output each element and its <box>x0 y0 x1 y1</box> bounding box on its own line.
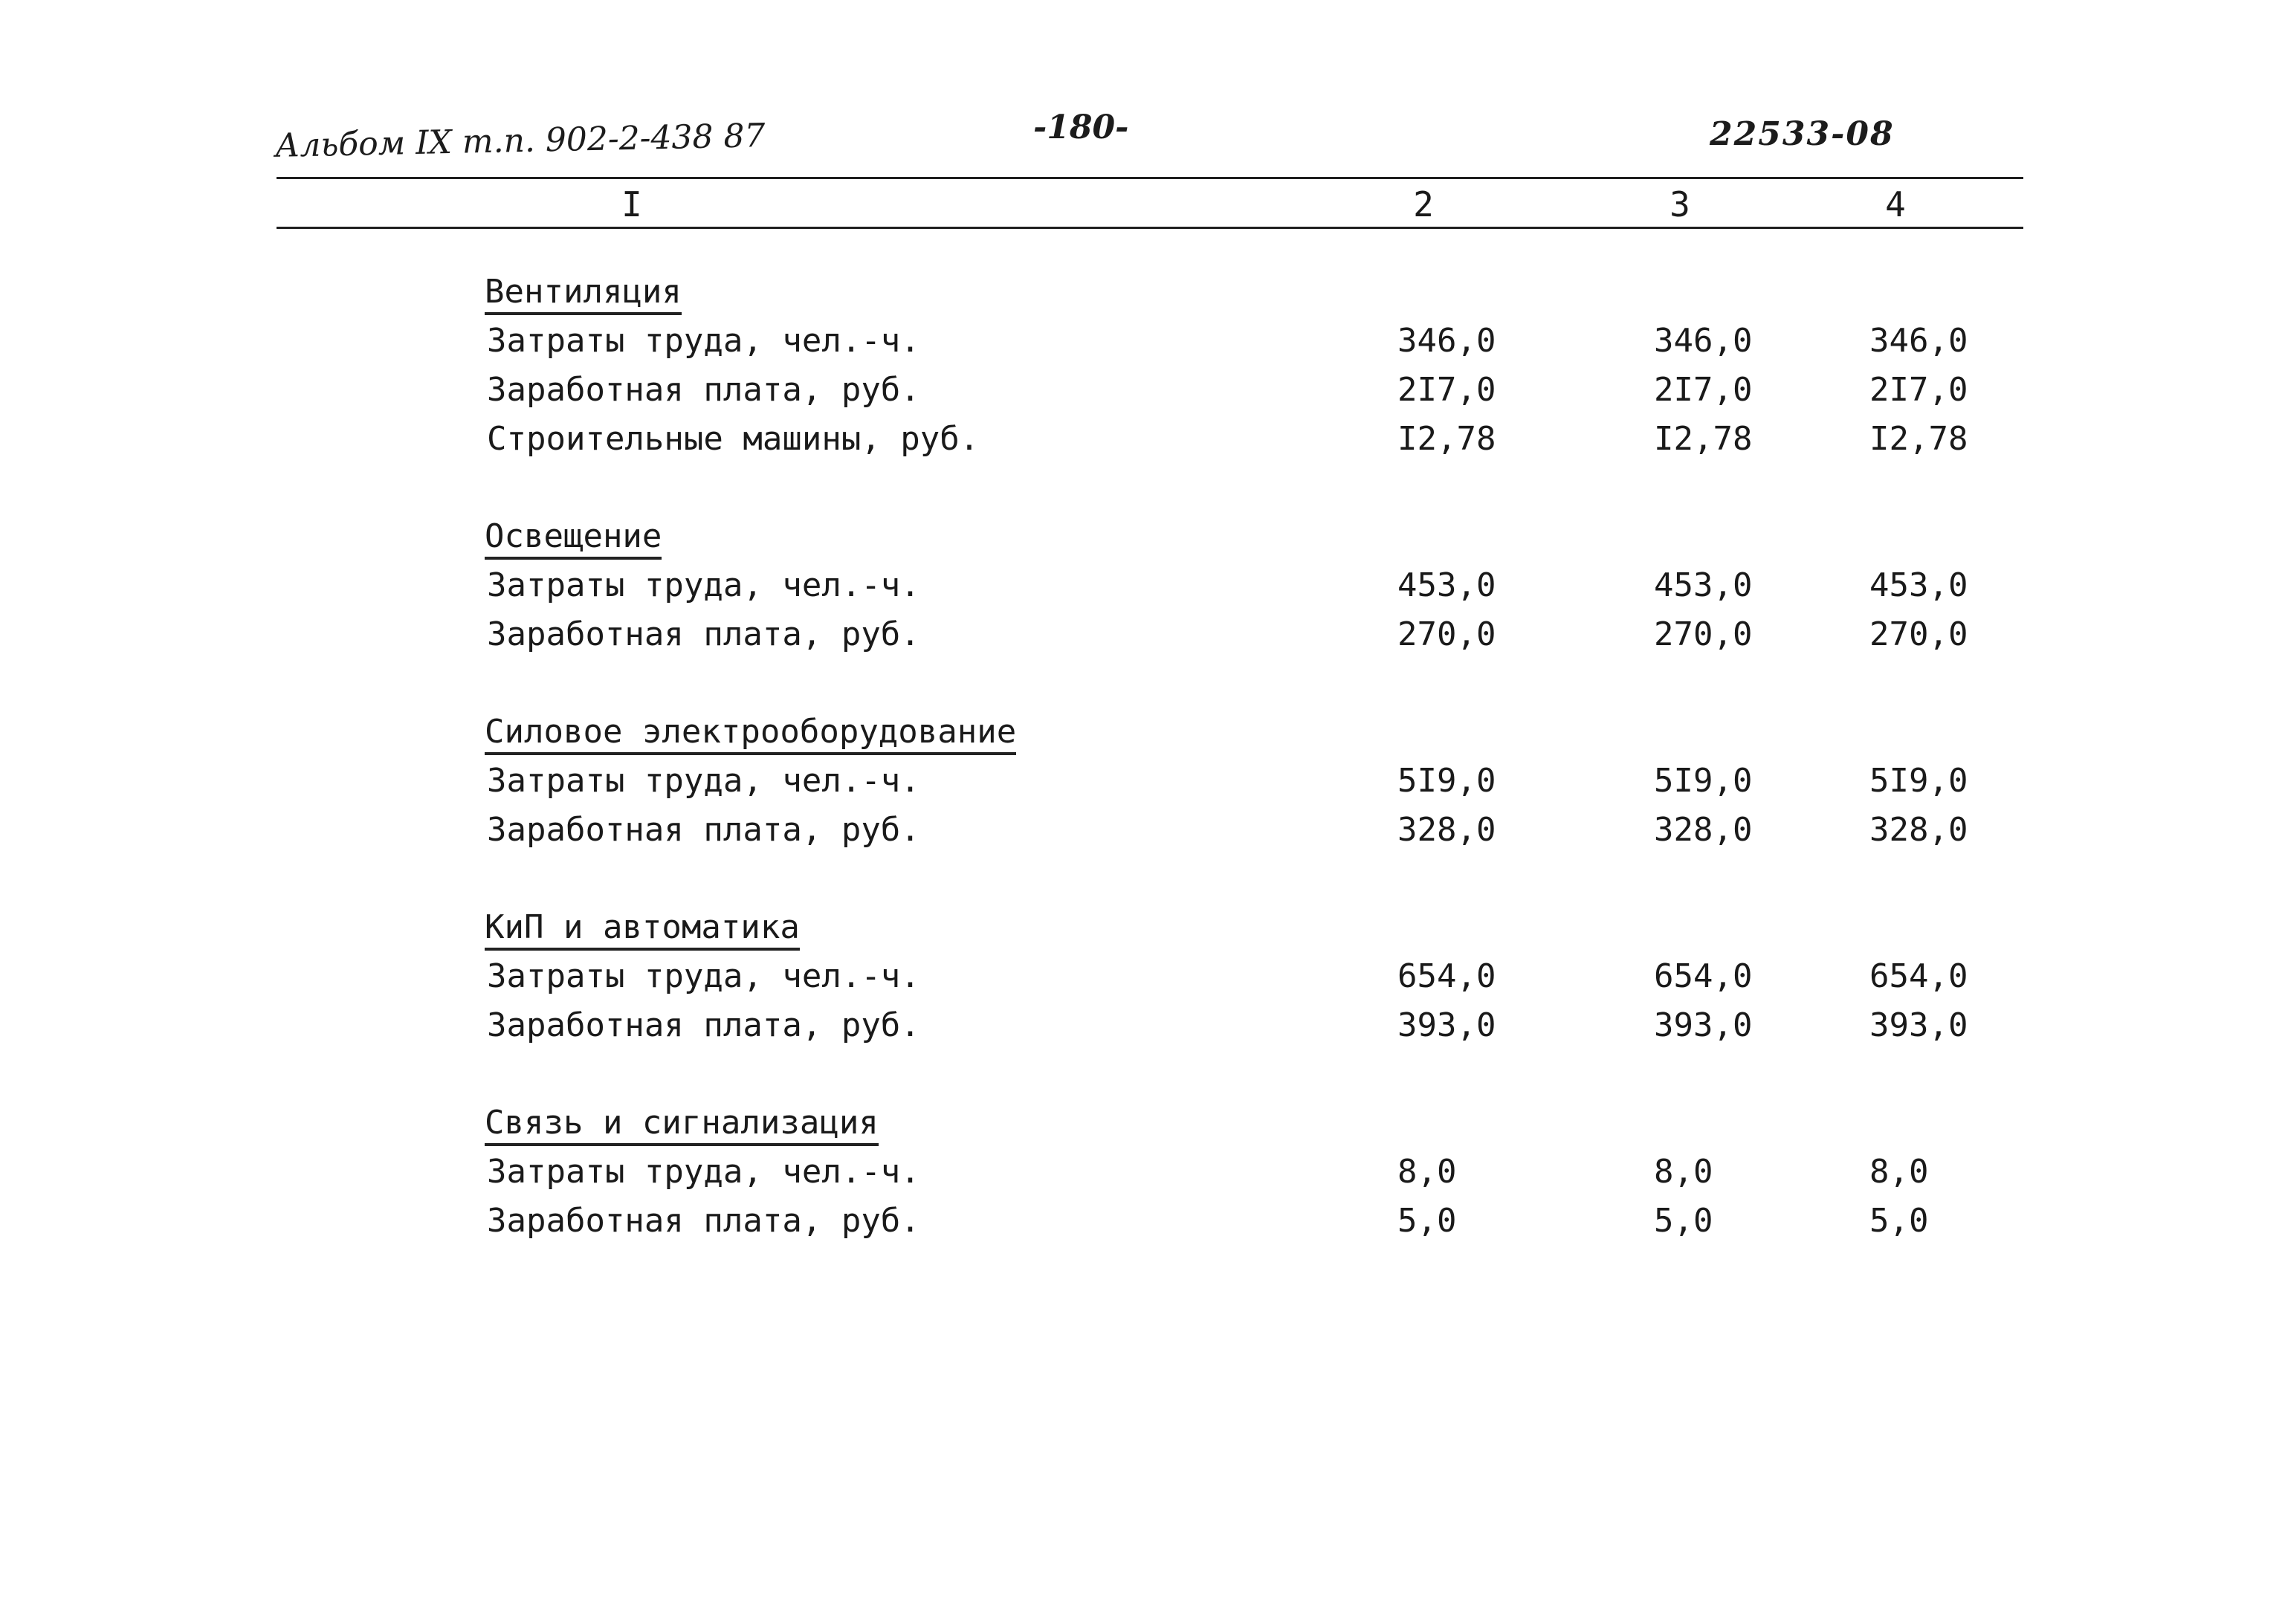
table-row <box>0 561 2282 610</box>
cell-value-col4: 5,0 <box>1869 1202 1929 1240</box>
table-header-rule <box>277 227 2023 229</box>
section-title <box>485 268 2282 317</box>
table-top-rule <box>277 177 2023 179</box>
table-row <box>0 415 2282 464</box>
section-title <box>485 512 2282 561</box>
section-title <box>485 708 2282 757</box>
column-header-4: 4 <box>1885 184 1906 224</box>
table-row <box>0 1001 2282 1050</box>
row-label: Затраты труда, чел.-ч. <box>487 1153 920 1191</box>
cell-value-col2: 654,0 <box>1397 957 1496 995</box>
table-row <box>0 1197 2282 1246</box>
cell-value-col3: 8,0 <box>1654 1153 1713 1191</box>
row-label: Строительные машины, руб. <box>487 420 980 458</box>
row-label: Заработная плата, руб. <box>487 1006 920 1044</box>
cell-value-col2: 453,0 <box>1397 566 1496 604</box>
section <box>0 512 2282 659</box>
cell-value-col3: 453,0 <box>1654 566 1753 604</box>
cell-value-col2: I2,78 <box>1397 420 1496 458</box>
cell-value-col2: 270,0 <box>1397 615 1496 653</box>
cell-value-col3: 2I7,0 <box>1654 371 1753 409</box>
table-row <box>0 317 2282 366</box>
row-label: Заработная плата, руб. <box>487 1202 920 1240</box>
section-title-text: Вентиляция <box>485 273 682 315</box>
cell-value-col4: 8,0 <box>1869 1153 1929 1191</box>
cell-value-col4: 393,0 <box>1869 1006 1968 1044</box>
row-label: Заработная плата, руб. <box>487 811 920 849</box>
cell-value-col2: 393,0 <box>1397 1006 1496 1044</box>
column-header-3: 3 <box>1670 184 1690 224</box>
cell-value-col4: 453,0 <box>1869 566 1968 604</box>
section <box>0 1099 2282 1246</box>
section <box>0 268 2282 464</box>
section <box>0 903 2282 1050</box>
page-number: -180- <box>1033 109 1129 146</box>
cell-value-col2: 2I7,0 <box>1397 371 1496 409</box>
table-row <box>0 952 2282 1001</box>
cell-value-col3: 346,0 <box>1654 322 1753 360</box>
section-title <box>485 1099 2282 1148</box>
cell-value-col3: 270,0 <box>1654 615 1753 653</box>
cell-value-col4: 654,0 <box>1869 957 1968 995</box>
cell-value-col3: 5,0 <box>1654 1202 1713 1240</box>
section-title-text: Связь и сигнализация <box>485 1104 879 1146</box>
table-row <box>0 366 2282 415</box>
column-header-2: 2 <box>1413 184 1434 224</box>
row-label: Затраты труда, чел.-ч. <box>487 322 920 360</box>
cell-value-col4: I2,78 <box>1869 420 1968 458</box>
section-title-text: КиП и автоматика <box>485 908 800 951</box>
document-code: 22533-08 <box>1710 115 1895 153</box>
cell-value-col4: 328,0 <box>1869 811 1968 849</box>
cell-value-col4: 270,0 <box>1869 615 1968 653</box>
section <box>0 708 2282 855</box>
column-header-1: I <box>621 184 642 224</box>
cell-value-col4: 2I7,0 <box>1869 371 1968 409</box>
section-title-text: Силовое электрооборудование <box>485 713 1016 755</box>
section-title-text: Освещение <box>485 517 662 560</box>
cell-value-col2: 8,0 <box>1397 1153 1457 1191</box>
row-label: Заработная плата, руб. <box>487 615 920 653</box>
album-reference: Альбом IX т.п. 902-2-438 87 <box>274 117 766 165</box>
row-label: Затраты труда, чел.-ч. <box>487 762 920 800</box>
table-row <box>0 610 2282 659</box>
cell-value-col2: 346,0 <box>1397 322 1496 360</box>
cell-value-col2: 5,0 <box>1397 1202 1457 1240</box>
row-label: Затраты труда, чел.-ч. <box>487 957 920 995</box>
cell-value-col3: 5I9,0 <box>1654 762 1753 800</box>
row-label: Заработная плата, руб. <box>487 371 920 409</box>
table-row <box>0 806 2282 855</box>
cell-value-col2: 328,0 <box>1397 811 1496 849</box>
cell-value-col3: 393,0 <box>1654 1006 1753 1044</box>
cell-value-col4: 346,0 <box>1869 322 1968 360</box>
table-body <box>0 268 2282 1294</box>
cell-value-col2: 5I9,0 <box>1397 762 1496 800</box>
cell-value-col3: 328,0 <box>1654 811 1753 849</box>
table-row <box>0 1148 2282 1197</box>
table-row <box>0 757 2282 806</box>
cell-value-col3: 654,0 <box>1654 957 1753 995</box>
section-title <box>485 903 2282 952</box>
cell-value-col4: 5I9,0 <box>1869 762 1968 800</box>
cell-value-col3: I2,78 <box>1654 420 1753 458</box>
row-label: Затраты труда, чел.-ч. <box>487 566 920 604</box>
